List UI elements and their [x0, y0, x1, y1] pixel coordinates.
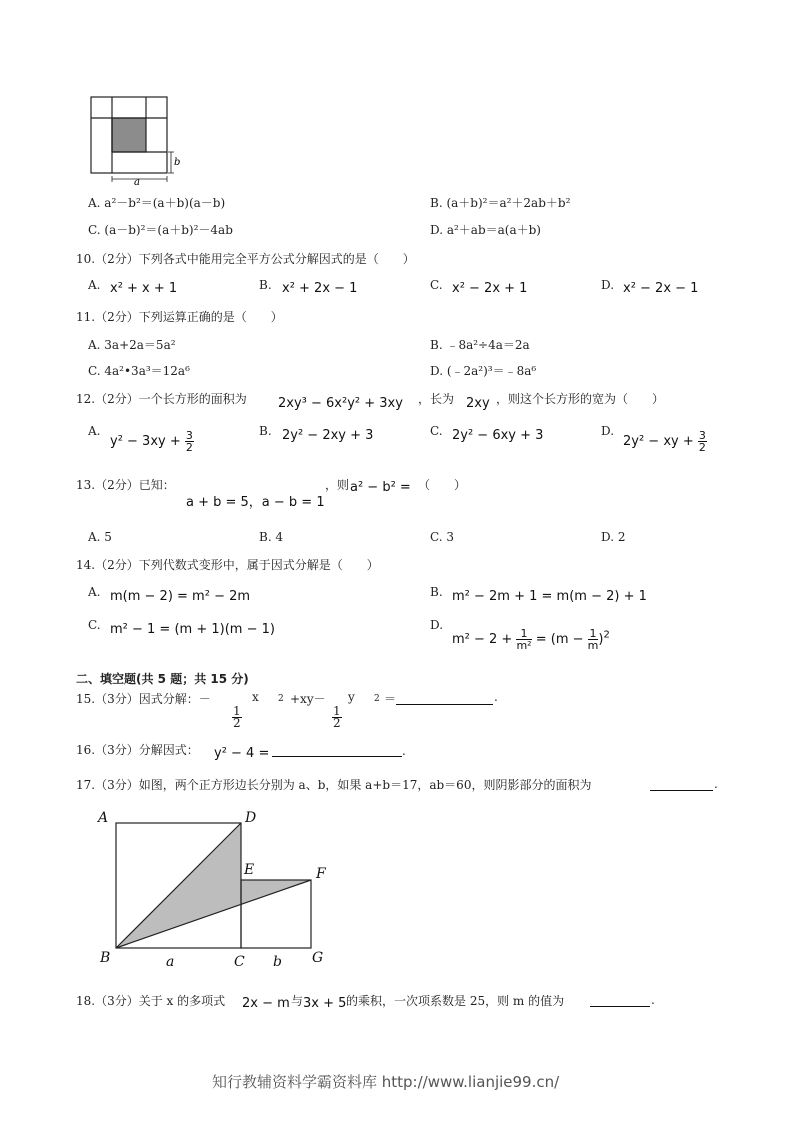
q14-option-a: m(m − 2) = m² − 2m	[110, 589, 251, 604]
q14-d-frac2-den: m	[587, 639, 599, 652]
section2-title: 二、填空题(共 5 题；共 15 分)	[76, 672, 249, 686]
q18-stem-suffix: 的乘积，一次项系数是 25，则 m 的值为	[346, 994, 565, 1008]
q9-option-d: D. a²＋ab＝a(a＋b)	[430, 223, 541, 237]
q12-length-expr: 2xy	[466, 396, 490, 411]
q15-frac2-den: 2	[333, 716, 341, 730]
q12-d-frac-num: 3	[698, 429, 706, 442]
q16-answer-blank[interactable]	[272, 742, 402, 757]
q10-stem: 10.（2分）下列各式中能用完全平方公式分解因式的是（ ）	[76, 252, 415, 266]
q11-stem: 11.（2分）下列运算正确的是（ ）	[76, 310, 283, 324]
q11-option-b: B. ﹣8a²÷4a＝2a	[430, 338, 530, 352]
q18-expr2: 3x + 5	[303, 996, 347, 1011]
q9-label-b: b	[174, 157, 181, 168]
q17-answer-blank[interactable]	[650, 776, 713, 791]
q15-y: y	[348, 690, 355, 704]
q17-shaded-region	[116, 823, 311, 948]
q16-end: .	[402, 744, 406, 758]
q13-stem-prefix: 13.（2分）已知：	[76, 478, 175, 492]
q12-a-frac-den: 2	[185, 441, 193, 454]
page-footer: 知行教辅资料学霸资料库 http://www.lianjie99.cn/	[212, 1073, 560, 1091]
q9-option-b: B. (a＋b)²＝a²＋2ab＋b²	[430, 196, 571, 210]
q12-stem-suffix: ，则这个长方形的宽为（ ）	[496, 392, 665, 406]
q17-end: .	[714, 777, 718, 791]
q18-expr1: 2x − m	[242, 996, 290, 1011]
q17-stem: 17.（3分）如图，两个正方形边长分别为 a、b，如果 a+b＝17，ab＝60，则阴影部分的面积为	[76, 778, 592, 792]
q15-line	[76, 690, 211, 707]
q15-eq: ＝	[384, 692, 397, 706]
q14-d-frac2-num: 1	[589, 627, 597, 640]
q15-answer-blank[interactable]	[396, 690, 493, 705]
q15-exp2: 2	[374, 694, 380, 704]
q13-stem-mid: ，则	[325, 478, 350, 492]
q14-d-frac2	[588, 628, 599, 651]
q11-option-c: C. 4a²•3a³＝12a⁶	[88, 364, 190, 378]
q10-label-c: C.	[430, 278, 443, 292]
q17-label-a: a	[166, 954, 175, 970]
q10-option-c: x² − 2x + 1	[452, 281, 528, 296]
q12-label-b: B.	[259, 424, 272, 438]
q15-frac1-num: 1	[233, 704, 241, 718]
q10-option-d: x² − 2x − 1	[623, 281, 699, 296]
q17-label-b: b	[273, 954, 282, 970]
q15-mid: +xy－	[290, 692, 326, 706]
q12-option-a	[110, 430, 194, 453]
q14-option-d	[452, 628, 610, 651]
q14-d-frac1-den: m²	[516, 639, 532, 652]
q12-option-d	[623, 430, 707, 453]
q14-label-c: C.	[88, 618, 101, 632]
q15-frac2	[332, 706, 342, 729]
q14-d-mid: = (m −	[535, 632, 584, 647]
q14-d-exp: 2	[603, 629, 610, 641]
q12-label-a: A.	[88, 424, 101, 438]
q12-option-a-main: y² − 3xy +	[110, 434, 181, 449]
q18-stem-prefix: 18.（3分）关于 x 的多项式	[76, 994, 226, 1008]
q17-label-D: D	[245, 810, 257, 826]
q9-figure	[88, 94, 188, 186]
q13-stem-suffix: （ ）	[418, 478, 467, 492]
q13-option-b: B. 4	[259, 530, 284, 544]
q14-stem: 14.（2分）下列代数式变形中，属于因式分解是（ ）	[76, 558, 379, 572]
q14-d-left: m² − 2 +	[452, 632, 513, 647]
q14-option-b: m² − 2m + 1 = m(m − 2) + 1	[452, 589, 647, 604]
q9-label-a: a	[134, 177, 140, 186]
q14-d-right: )	[598, 632, 604, 647]
q15-frac2-num: 1	[333, 704, 341, 718]
q18-answer-blank[interactable]	[590, 992, 650, 1007]
q15-frac1-den: 2	[233, 716, 241, 730]
q12-option-d-fraction	[698, 430, 707, 453]
q14-d-frac1	[516, 628, 531, 651]
q12-stem-prefix: 12.（2分）一个长方形的面积为	[76, 392, 247, 406]
q9-option-a: A. a²－b²＝(a＋b)(a－b)	[88, 196, 226, 210]
q14-d-frac1-num: 1	[516, 628, 531, 640]
q17-figure	[96, 806, 336, 972]
q17-label-C: C	[234, 954, 245, 970]
q18-end: .	[651, 993, 655, 1007]
q13-given: a + b = 5，a − b = 1	[186, 495, 325, 510]
q13-option-d: D. 2	[601, 530, 626, 544]
q18-mid: 与	[291, 994, 304, 1008]
q12-label-c: C.	[430, 424, 443, 438]
q16-stem: 16.（3分）分解因式：	[76, 743, 199, 757]
q12-option-b: 2y² − 2xy + 3	[282, 428, 374, 443]
q15-exp1: 2	[278, 694, 284, 704]
q17-label-B: B	[100, 950, 111, 966]
q15-x: x	[252, 690, 259, 704]
q12-option-c: 2y² − 6xy + 3	[452, 428, 544, 443]
q17-label-E: E	[244, 862, 255, 878]
q14-label-d: D.	[430, 618, 444, 632]
q10-label-d: D.	[601, 278, 615, 292]
q13-expr: a² − b² =	[350, 480, 411, 495]
q12-option-d-main: 2y² − xy +	[623, 434, 694, 449]
q10-label-b: B.	[259, 278, 272, 292]
q13-option-c: C. 3	[430, 530, 455, 544]
q12-label-d: D.	[601, 424, 615, 438]
q17-label-G: G	[312, 950, 324, 966]
q17-label-F: F	[316, 866, 326, 882]
q9-shaded-square	[112, 118, 146, 152]
q14-label-a: A.	[88, 585, 101, 599]
q11-option-a: A. 3a+2a＝5a²	[88, 338, 176, 352]
q14-option-c: m² − 1 = (m + 1)(m − 1)	[110, 622, 275, 637]
q11-option-d: D. (﹣2a²)³＝﹣8a⁶	[430, 364, 537, 378]
q15-end: .	[494, 690, 498, 704]
q12-area-expr: 2xy³ − 6x²y² + 3xy	[278, 396, 403, 411]
q12-stem-mid: ，长为	[418, 392, 455, 406]
q15-stem: 15.（3分）因式分解：－	[76, 692, 211, 706]
q12-d-frac-den: 2	[698, 441, 706, 454]
q15-frac1	[232, 706, 242, 729]
q13-option-a: A. 5	[88, 530, 112, 544]
q10-option-b: x² + 2x − 1	[282, 281, 358, 296]
q14-label-b: B.	[430, 585, 443, 599]
q17-label-A: A	[98, 810, 109, 826]
q12-a-frac-num: 3	[185, 429, 193, 442]
q9-option-c: C. (a－b)²＝(a＋b)²－4ab	[88, 223, 233, 237]
q16-expr: y² − 4 =	[214, 746, 270, 761]
q10-label-a: A.	[88, 278, 101, 292]
q12-option-a-fraction	[185, 430, 194, 453]
q10-option-a: x² + x + 1	[110, 281, 178, 296]
